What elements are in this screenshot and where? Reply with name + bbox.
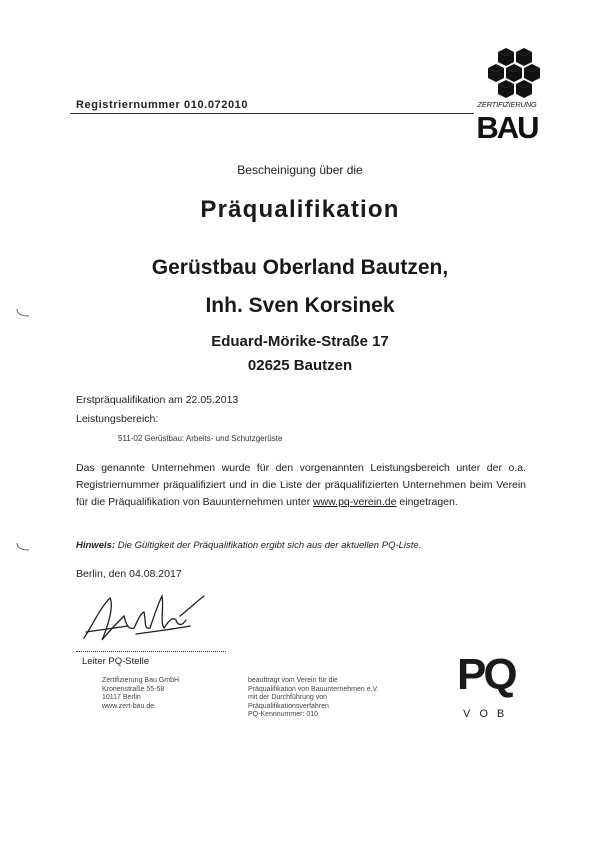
footer-right-line: beauftragt vom Verein für die (248, 677, 338, 684)
logo-subtext: ZERTIFIZIERUNG (477, 100, 537, 109)
footer-right-line: Präqualifikation von Bauunternehmen e.V. (248, 685, 379, 693)
footer-left-line: Zertifizierung Bau GmbH (102, 677, 180, 684)
scan-mark-icon (15, 308, 31, 318)
certificate-subtitle: Bescheinigung über die (237, 163, 363, 177)
company-name: Gerüstbau Oberland Bautzen, (151, 256, 449, 279)
note-label: Hinweis: (76, 540, 116, 551)
place-date: Berlin, den 04.08.2017 (76, 568, 182, 580)
footer-right-line: PQ-Kennnummer: 010 (248, 711, 319, 719)
validity-note (76, 540, 421, 551)
certificate-paragraph (76, 460, 526, 511)
company-city: 02625 Bautzen (247, 357, 353, 374)
logo-brand: BAU (476, 110, 538, 145)
registration-number: Registriernummer 010.072010 (76, 99, 249, 111)
footer-left-line: 10117 Berlin (102, 694, 141, 702)
certificate-title: Präqualifikation (200, 196, 400, 223)
pq-logo-vob: VOB (463, 708, 514, 720)
paragraph-end: eingetragen. (399, 496, 458, 508)
note-text: Die Gültigkeit der Präqualifikation ergibt sich aus der aktuellen PQ-Liste. (117, 540, 422, 551)
company-street: Eduard-Mörike-Straße 17 (211, 333, 389, 350)
paragraph-text: Das genannte Unternehmen wurde für den vorgenannten Leistungsbereich unter der o.a. Registriernummer präqualifiziert und in die Liste der präqualifizierten Unternehmen beim Verein für die Präqualifikation von Bauunternehmen unter (76, 462, 526, 508)
pq-verein-link[interactable]: www.pq-verein.de (313, 496, 397, 508)
footer-left-line: Kronenstraße 55-58 (102, 685, 165, 693)
pq-logo: PQ (457, 650, 515, 699)
footer-right-line: mit der Durchführung von (248, 694, 327, 702)
footer-right (248, 677, 379, 720)
footer-left (102, 677, 179, 711)
company-owner: Inh. Sven Korsinek (205, 294, 395, 317)
handwritten-signature-icon (80, 586, 210, 646)
scan-mark-icon (15, 542, 31, 552)
scope-value: 511-02 Gerüstbau: Arbeits- und Schutzgerüste (118, 434, 283, 443)
footer-left-line: www.zert-bau.de (102, 702, 155, 710)
signature-line (76, 651, 226, 652)
header-divider (70, 113, 474, 114)
footer-right-line: Präqualifikationsverfahren (248, 702, 329, 710)
signatory-role: Leiter PQ-Stelle (82, 656, 150, 667)
scope-label: Leistungsbereich: (76, 413, 159, 425)
first-qualification-date: Erstpräqualifikation am 22.05.2013 (76, 394, 239, 406)
